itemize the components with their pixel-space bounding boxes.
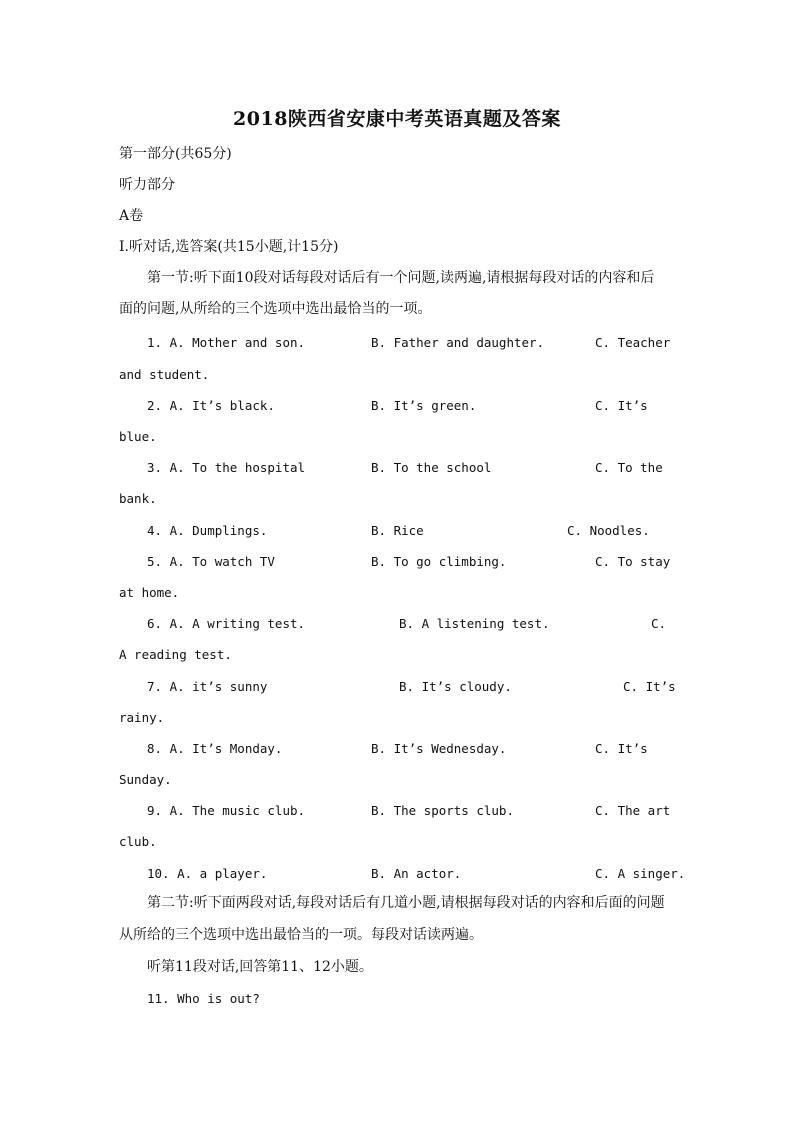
question-3-option-c: C. To the — [595, 460, 663, 475]
question-1-option-b: B. Father and daughter. — [371, 335, 545, 350]
question-2-option-c: C. It’s — [595, 398, 648, 413]
question-9-option-b: B. The sports club. — [371, 803, 514, 818]
question-3-wrap: bank. — [119, 491, 157, 506]
dialog-11-instruction: 听第11段对话,回答第11、12小题。 — [147, 959, 373, 975]
question-11: 11. Who is out? — [147, 991, 260, 1006]
part-heading: 第一部分(共65分) — [119, 146, 232, 162]
section1-instruction-line2: 面的问题,从所给的三个选项中选出最恰当的一项。 — [119, 301, 432, 317]
question-7-option-b: B. It’s cloudy. — [399, 679, 512, 694]
question-10-option-c: C. A singer. — [595, 866, 686, 881]
question-8-option-a: 8. A. It’s Monday. — [147, 741, 283, 756]
paper-label: A卷 — [119, 208, 144, 224]
question-9-wrap: club. — [119, 834, 157, 849]
question-2-option-b: B. It’s green. — [371, 398, 477, 413]
question-1-wrap: and student. — [119, 367, 210, 382]
question-9-option-a: 9. A. The music club. — [147, 803, 306, 818]
question-6-option-b: B. A listening test. — [399, 616, 550, 631]
question-1-option-a: 1. A. Mother and son. — [147, 335, 306, 350]
section1-instruction-line1: 第一节:听下面10段对话每段对话后有一个问题,读两遍,请根据每段对话的内容和后 — [147, 270, 655, 286]
question-9-option-c: C. The art — [595, 803, 671, 818]
question-1-option-c: C. Teacher — [595, 335, 671, 350]
question-6-option-c: C. — [651, 616, 667, 631]
question-4-option-b: B. Rice — [371, 523, 424, 538]
question-6-option-a: 6. A. A writing test. — [147, 616, 306, 631]
section2-instruction-line2: 从所给的三个选项中选出最恰当的一项。每段对话读两遍。 — [119, 927, 483, 943]
question-5-option-b: B. To go climbing. — [371, 554, 507, 569]
question-5-wrap: at home. — [119, 585, 180, 600]
question-3-option-a: 3. A. To the hospital — [147, 460, 306, 475]
question-2-wrap: blue. — [119, 429, 157, 444]
question-8-wrap: Sunday. — [119, 772, 172, 787]
question-8-option-c: C. It’s — [595, 741, 648, 756]
question-4-option-a: 4. A. Dumplings. — [147, 523, 268, 538]
question-7-wrap: rainy. — [119, 710, 165, 725]
question-3-option-b: B. To the school — [371, 460, 492, 475]
question-7-option-a: 7. A. it’s sunny — [147, 679, 268, 694]
section-heading: 听力部分 — [119, 177, 175, 193]
question-10-option-b: B. An actor. — [371, 866, 462, 881]
question-5-option-a: 5. A. To watch TV — [147, 554, 275, 569]
question-10-option-a: 10. A. a player. — [147, 866, 268, 881]
question-4-option-c: C. Noodles. — [567, 523, 650, 538]
question-2-option-a: 2. A. It’s black. — [147, 398, 275, 413]
section2-instruction-line1: 第二节:听下面两段对话,每段对话后有几道小题,请根据每段对话的内容和后面的问题 — [147, 895, 665, 911]
question-7-option-c: C. It’s — [623, 679, 676, 694]
page-title: 2018陕西省安康中考英语真题及答案 — [233, 108, 561, 130]
question-5-option-c: C. To stay — [595, 554, 671, 569]
question-6-wrap: A reading test. — [119, 647, 232, 662]
question-heading: I.听对话,选答案(共15小题,计15分) — [119, 239, 339, 255]
question-8-option-b: B. It’s Wednesday. — [371, 741, 507, 756]
